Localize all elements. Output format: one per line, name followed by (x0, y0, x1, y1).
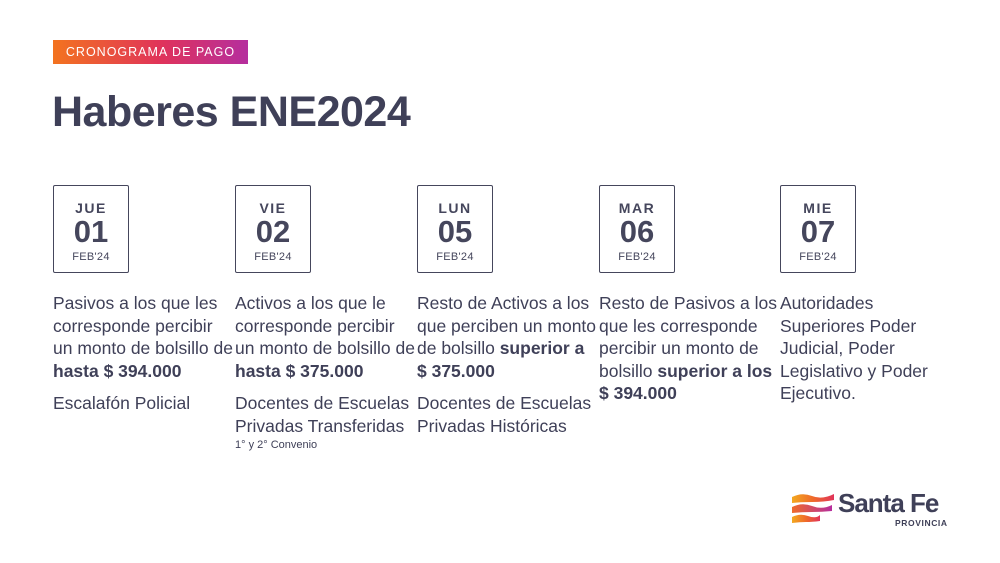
payment-note: 1° y 2° Convenio (235, 439, 318, 451)
payment-extra: Docentes de Escuelas Privadas Históricas (417, 393, 592, 436)
payment-description (417, 292, 597, 382)
calendar-weekday: VIE (259, 200, 287, 216)
calendar-month: FEB'24 (436, 251, 474, 263)
payment-description (599, 292, 779, 405)
calendar-month: FEB'24 (254, 251, 292, 263)
description-amount: superior a los $ 394.000 (599, 360, 773, 403)
description-text: Activos a los que le corresponde percibir un monto de bolsillo de (235, 293, 415, 358)
description-text: Resto de Pasivos a los que les corresponde percibir un monto de bolsillo (599, 293, 778, 381)
payment-extra: Docentes de Escuelas Privadas Transferidas (235, 393, 410, 436)
schedule-item (53, 185, 233, 415)
calendar-month: FEB'24 (799, 251, 837, 263)
calendar-date (235, 185, 311, 273)
calendar-day-number: 01 (73, 214, 109, 249)
calendar-weekday: JUE (75, 200, 107, 216)
schedule-item (235, 185, 415, 452)
calendar-weekday: LUN (438, 200, 472, 216)
calendar-day-number: 05 (437, 214, 473, 249)
santa-fe-logo-icon (790, 491, 836, 527)
schedule-item (780, 185, 960, 405)
calendar-day-number: 07 (800, 214, 836, 249)
logo-name: Santa Fe (838, 488, 939, 518)
logo-subtitle: PROVINCIA (895, 518, 948, 528)
description-amount: hasta $ 394.000 (53, 360, 182, 381)
payment-description (235, 292, 415, 382)
payment-extra: Escalafón Policial (53, 393, 191, 413)
schedule-item (417, 185, 597, 437)
calendar-weekday: MAR (618, 200, 656, 216)
calendar-date (599, 185, 675, 273)
schedule-item (599, 185, 779, 405)
calendar-date (780, 185, 856, 273)
calendar-month: FEB'24 (618, 251, 656, 263)
page-title: Haberes ENE2024 (52, 88, 411, 136)
calendar-day-number: 02 (255, 214, 291, 249)
section-badge: CRONOGRAMA DE PAGO (53, 40, 248, 64)
description-text: Resto de Activos a los que perciben un monto de bolsillo (417, 293, 597, 358)
description-text: Autoridades Superiores Poder Judicial, Poder Legislativo y Poder Ejecutivo. (780, 293, 928, 403)
description-amount: hasta $ 375.000 (235, 360, 364, 381)
payment-description (780, 292, 960, 405)
calendar-date (53, 185, 129, 273)
calendar-day-number: 06 (619, 214, 655, 249)
description-amount: superior a $ 375.000 (417, 338, 585, 381)
calendar-weekday: MIE (803, 200, 833, 216)
description-text: Pasivos a los que les corresponde percibir un monto de bolsillo de (53, 293, 233, 358)
santa-fe-logo (790, 489, 960, 529)
calendar-date (417, 185, 493, 273)
payment-description (53, 292, 233, 382)
calendar-month: FEB'24 (72, 251, 110, 263)
